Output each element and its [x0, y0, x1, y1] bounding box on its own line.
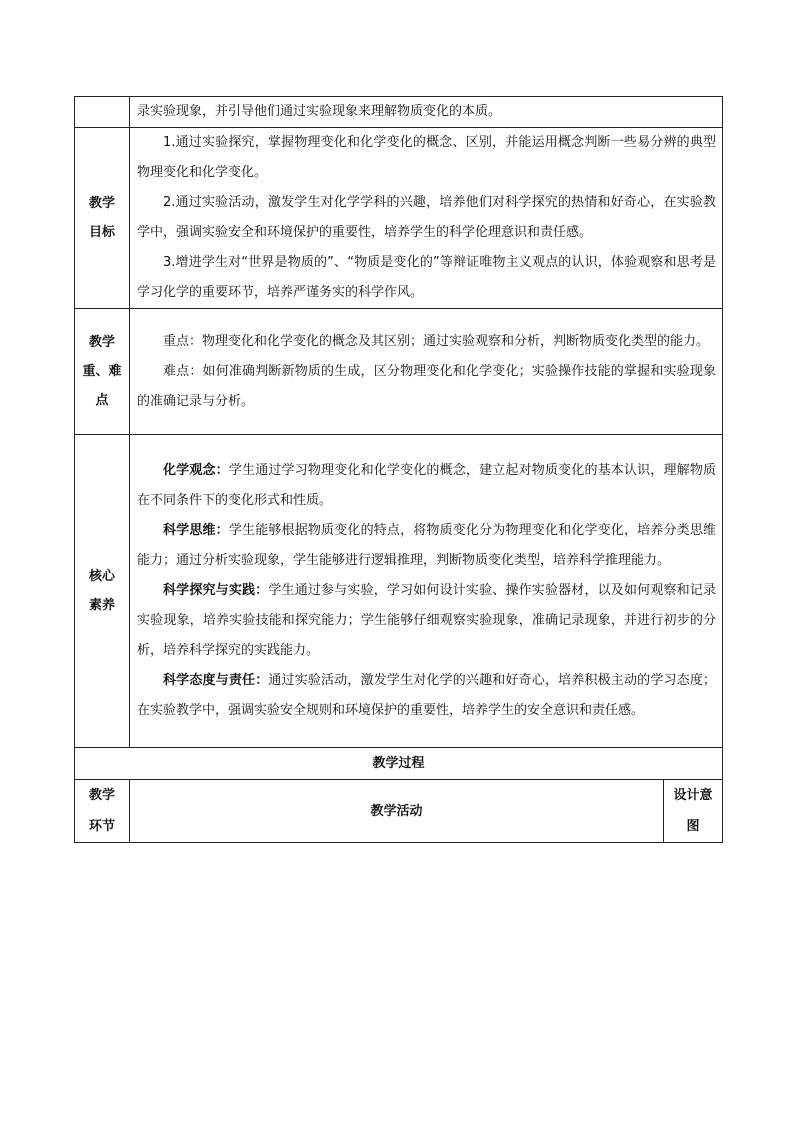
literacy-item-text: 通过实验活动，激发学生对化学的兴趣和好奇心，培养积极主动的学习态度；在实验教学中，强调实验安全规则和环境保护的重要性，培养学生的安全意识和责任感。: [137, 673, 716, 718]
objective-item: 3.增进学生对“世界是物质的”、“物质是变化的”等辩证唯物主义观点的认识，体验观察和思考是学习化学的重要环节，培养严谨务实的科学作风。: [137, 255, 717, 300]
core-literacy-label-line2: 素养: [88, 598, 115, 613]
core-literacy-row: [75, 435, 723, 748]
key-points-label-line3: 点: [95, 393, 109, 408]
literacy-item: [137, 576, 716, 666]
objective-item: 1.通过实验探究，掌握物理变化和化学变化的概念、区别，并能运用概念判断一些易分辨的典型物理变化和化学变化。: [137, 135, 717, 180]
literacy-item-text: 学生能够根据物质变化的特点，将物质变化分为物理变化和化学变化，培养分类思维能力；通过分析实验现象，学生能够进行逻辑推理，判断物质变化类型，培养科学推理能力。: [137, 523, 716, 568]
stage-column-header: [75, 780, 130, 843]
key-point-item: 重点：物理变化和化学变化的概念及其区别；通过实验观察和分析，判断物质变化类型的能力。: [163, 333, 710, 349]
continuation-row: [75, 97, 723, 128]
continuation-cell: [130, 97, 723, 128]
continuation-label-cell: [75, 97, 130, 128]
objectives-label-line1: 教学: [88, 196, 115, 211]
process-title: 教学过程: [75, 748, 723, 780]
key-points-label: [75, 309, 130, 435]
continuation-text: 录实验现象，并引导他们通过实验现象来理解物质变化的本质。: [137, 104, 502, 119]
core-literacy-label-line1: 核心: [88, 569, 115, 584]
literacy-item: [137, 516, 716, 576]
objectives-label-line2: 目标: [88, 225, 115, 240]
key-points-label-line1: 教学: [88, 335, 115, 350]
intent-column-header: [664, 780, 723, 843]
difficult-point-item: 难点：如何准确判断新物质的生成，区分物理变化和化学变化；实验操作技能的掌握和实验现象的准确记录与分析。: [137, 363, 717, 409]
objectives-row: [75, 128, 723, 309]
key-points-row: [75, 309, 723, 435]
process-header-row: [75, 780, 723, 843]
stage-header-line2: 环节: [88, 819, 115, 834]
key-points-label-line2: 重、难: [82, 364, 122, 379]
literacy-item: [137, 456, 716, 516]
literacy-item-text: 学生通过参与实验，学习如何设计实验、操作实验器材，以及如何观察和记录实验现象，培养实验技能和探究能力；学生能够仔细观察实验现象，准确记录现象，并进行初步的分析，培养科学探究的实践能力。: [137, 583, 717, 658]
literacy-item-title: 科学态度与责任：: [163, 673, 269, 688]
objectives-label: [75, 128, 130, 309]
literacy-item: [137, 666, 716, 726]
stage-header-line1: 教学: [88, 788, 115, 803]
core-literacy-label: [75, 435, 130, 748]
intent-header-line2: 图: [686, 819, 700, 834]
literacy-item-text: 学生通过学习物理变化和化学变化的概念，建立起对物质变化的基本认识，理解物质在不同条件下的变化形式和性质。: [137, 463, 716, 508]
literacy-item-title: 科学思维：: [163, 523, 229, 538]
lesson-plan-table: [74, 96, 723, 843]
core-literacy-content: [130, 435, 723, 748]
process-title-row: [75, 748, 723, 780]
objective-item: 2.通过实验活动，激发学生对化学学科的兴趣，培养他们对科学探究的热情和好奇心，在实验教学中，强调实验安全和环境保护的重要性，培养学生的科学伦理意识和责任感。: [137, 195, 717, 240]
literacy-item-title: 化学观念：: [163, 463, 229, 478]
activity-column-header: 教学活动: [130, 780, 664, 843]
intent-header-line1: 设计意: [673, 788, 713, 803]
key-points-content: [130, 309, 723, 435]
literacy-item-title: 科学探究与实践：: [163, 583, 269, 598]
objectives-content: [130, 128, 723, 309]
